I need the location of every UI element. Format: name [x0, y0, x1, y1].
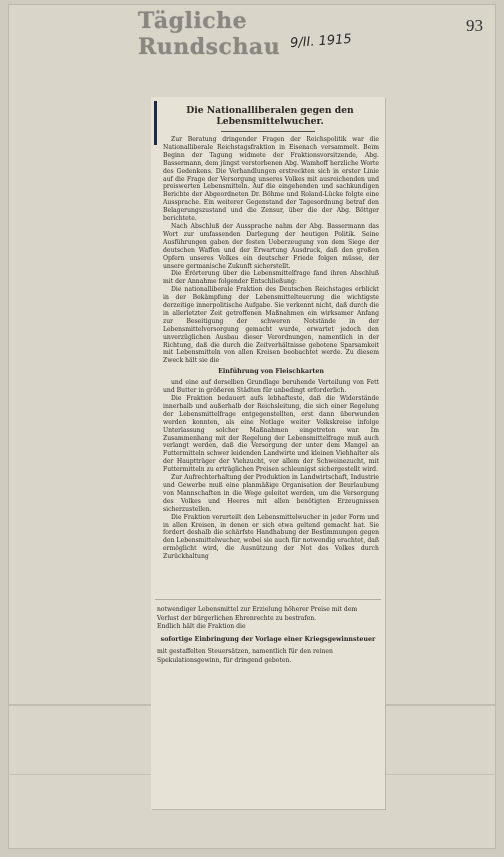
headline-line-1: Die Nationalliberalen gegen den [186, 105, 354, 116]
article-paragraph: Zur Beratung dringender Fragen der Reichspolitik war die Nationalliberale Reichstagsfraktion in Eisenach versammelt. Beim Beginn der Tagung widmete der Fraktionsvorsitzende, Abg. Bassermann, dem jüngst verstorbenen Abg. Wamhoff herzliche Worte des Gedenkens. Die Verhandlungen erstreckten sich in erster Linie auf die Frage der Versorgung unseres Volkes mit ausreichenden und preiswerten Lebensmitteln. Auf die eingehenden und sachkundigen Berichte der Abgeordneten Dr. Böhme und Roland-Lücke folgte eine Aussprache. Ein weiterer Gegenstand der Tagesordnung betraf den Belagerungszustand und die Zensur, über die der Abg. Böttger berichtete. [163, 136, 379, 223]
article-paragraph: Endlich hält die Fraktion die [157, 623, 246, 631]
article-closing: mit gestaffelten Steuersätzen, namentlich für den reinen Spekulationsgewinn, für dringend geboten. [157, 648, 333, 664]
article-subheading: Einführung von Fleischkarten [218, 368, 324, 376]
article-paragraph: Zur Aufrechterhaltung der Produktion in Landwirtschaft, Industrie und Gewerbe muß eine planmäßige Organisation der Beurlaubung von Mannschaften in die Wege geleitet werden, um die Versorgung des Volkes und Heeres mit allen benötigten Erzeugnissen sicherzustellen. [163, 474, 379, 513]
margin-bracket-mark [154, 101, 157, 145]
newspaper-masthead: Tägliche Rundschau [138, 8, 281, 60]
article-paragraph: notwendiger Lebensmittel zur Erzielung höherer Preise mit dem Verlust der bürgerlichen Ehrenrechte zu bestrafen. [157, 606, 358, 622]
headline-rule [221, 131, 315, 132]
article-paragraph: Die Erörterung über die Lebensmittelfrage fand ihren Abschluß mit der Annahme folgender Entschließung: [163, 270, 379, 286]
article-paragraph: Die nationalliberale Fraktion des Deutschen Reichstages erblickt in der Bekämpfung der Lebensmittelteuerung die wichtigste derzeitige innerpolitische Aufgabe. Sie verkennt nicht, daß durch die in allerletzter Zeit getroffenen Maßnahmen ein wirksamer Anfang zur Beseitigung der schweren Notstände in der Lebensmittelversorgung gemacht wurde, erwartet jedoch den unverzüglichen Ausbau dieser Verordnungen, namentlich in der Richtung, daß die durch die Zeitverhältnisse gebotene Sparsamkeit mit Lebensmitteln von allen Kreisen beobachtet werde. Zu diesem Zweck hält sie die [163, 286, 379, 365]
article-headline [165, 105, 375, 127]
article-paragraph: Die Fraktion bedauert aufs lebhafteste, daß die Widerstände innerhalb und außerhalb der Reichsleitung, die sich einer Regelung der Lebensmittelfrage entgegenstellten, erst dann überwunden werden konnten, als eine Notlage weiter Volkskreise infolge Unterlassung solcher Maßnahmen eingetreten war. Im Zusammenhang mit der Regelung der Lebensmittelfrage muß auch verlangt werden, daß die Versorgung der unter dem Mangel an Futtermitteln schwer leidenden Landwirte und kleinen Viehhalter als der Hauptträger der Viehzucht, vor allem der Schweinezucht, mit Futtermitteln zu erträglichen Preisen schleunigst sichergestellt wird. [163, 395, 379, 474]
article-paragraph: und eine auf derselben Grundlage beruhende Verteilung von Fett und Butter in größeren Städten für unbedingt erforderlich. [163, 379, 379, 395]
article-subheading: sofortige Einbringung der Vorlage einer Kriegsgewinnsteuer [160, 635, 376, 643]
archive-sheet [8, 4, 496, 849]
article-paragraph: Die Fraktion verurteilt den Lebensmittelwucher in jeder Form und in allen Kreisen, in denen er sich etwa geltend gemacht hat. Sie fordert deshalb die schärfste Handhabung der Bestimmungen gegen den Lebensmittelwucher, wobei sie auch für notwendig erachtet, daß ermöglicht wird, die Ausnützung der Not des Volkes durch Zurückhaltung [163, 513, 379, 561]
article-body [151, 136, 385, 561]
handwritten-date: 9/II. 1915 [289, 31, 353, 52]
headline-line-2: Lebensmittelwucher. [216, 116, 324, 127]
article-continuation [155, 600, 381, 666]
article-paragraph: Nach Abschluß der Aussprache nahm der Abg. Bassermann das Wort zur umfassenden Darlegung der heutigen Politik. Seine Ausführungen gaben der festen Ueberzeugung von dem Siege der deutschen Waffen und der Erwartung Ausdruck, daß den großen Opfern unseres Volkes ein deutscher Friede folgen müsse, der unsere germanische Zukunft sicherstellt. [163, 222, 379, 270]
clipping-lower-part [155, 599, 381, 809]
clipping-upper-part [151, 97, 385, 593]
page-number: 93 [466, 16, 483, 35]
newspaper-clipping [151, 97, 385, 809]
